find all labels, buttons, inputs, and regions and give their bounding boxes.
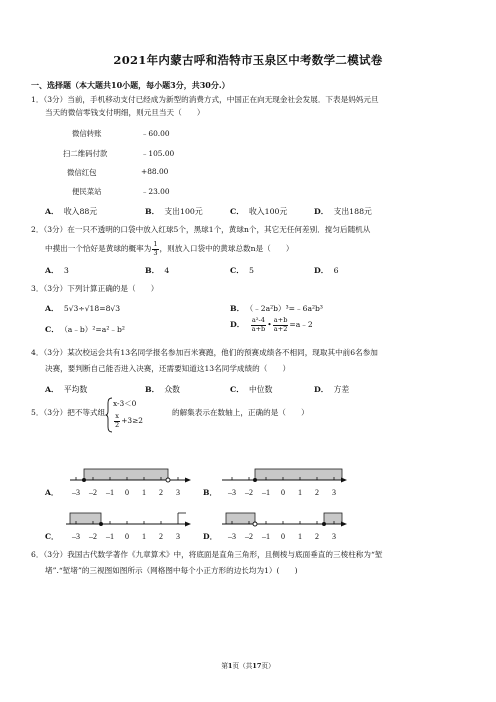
tick-label: 2 bbox=[315, 532, 319, 541]
q6-line2: 堵”.“堑堵”的三视图如图所示（网格图中每个小正方形的边长均为1）( ) bbox=[45, 566, 298, 575]
q6-line1: 6．（3分）我国古代数学著作《九章算术》中，将底面是直角三角形，且侧棱与底面垂直的三棱柱称为“堑 bbox=[31, 550, 383, 559]
option-text: 收入100元 bbox=[249, 207, 288, 216]
option-text: 中位数 bbox=[249, 385, 273, 394]
option-text: 5√3÷√18=8√3 bbox=[63, 304, 121, 313]
q1-row-label: 微信红包 bbox=[67, 168, 97, 177]
tick-label: –3 bbox=[72, 488, 80, 497]
option-letter: C． bbox=[230, 266, 245, 275]
number-line-a bbox=[66, 461, 192, 501]
q4-line2: 决赛，要判断自己能否进入决赛，还需要知道这13名同学成绩的（ ） bbox=[45, 364, 291, 373]
q1-row-value: ﹣105.00 bbox=[141, 149, 175, 158]
page-footer bbox=[0, 660, 496, 670]
q2-option-d[interactable] bbox=[314, 265, 339, 276]
q1-option-d[interactable] bbox=[314, 206, 372, 217]
frac-numerator: a+b bbox=[273, 316, 288, 324]
tick-label: 2 bbox=[315, 488, 319, 497]
frac-denominator: a+b bbox=[251, 324, 266, 333]
q5-prefix: 5．（3分）把不等式组 bbox=[31, 408, 106, 417]
tick-label: –3 bbox=[228, 488, 236, 497]
brace-icon bbox=[105, 397, 113, 433]
frac-numerator: 1 bbox=[153, 240, 158, 248]
tick-label: –2 bbox=[89, 488, 97, 497]
q3-d-fraction1 bbox=[251, 317, 267, 333]
q1-option-b[interactable] bbox=[145, 206, 203, 217]
q5-fraction bbox=[114, 413, 120, 429]
option-letter: D． bbox=[314, 385, 329, 394]
option-letter: D． bbox=[230, 320, 245, 329]
option-text: 6 bbox=[333, 266, 339, 275]
q2-option-a[interactable] bbox=[45, 265, 69, 276]
q4-option-b[interactable] bbox=[145, 384, 180, 395]
q3-option-d[interactable] bbox=[230, 317, 313, 333]
tick-label: 0 bbox=[281, 532, 285, 541]
q4-line1: 4．（3分）某次校运会共有13名同学报名参加百米赛跑，他们的预赛成绩各不相同，现取其中前6名参加 bbox=[31, 348, 378, 357]
q5-option-d-letter[interactable]: D． bbox=[203, 532, 218, 541]
q1-row-label: 便民菜站 bbox=[72, 187, 102, 196]
q1-line1: 1．（3分）当前，手机移动支付已经成为新型的消费方式，中国正在向无现金社会发展．下表是妈妈元旦 bbox=[31, 95, 379, 104]
q2-option-c[interactable] bbox=[230, 265, 254, 276]
tick-label: –2 bbox=[245, 488, 253, 497]
tick-label: –1 bbox=[262, 532, 270, 541]
number-line-d bbox=[222, 505, 348, 545]
footer-text: 页） bbox=[261, 662, 275, 670]
frac-denominator: a+2 bbox=[273, 324, 288, 333]
option-letter: D． bbox=[314, 266, 329, 275]
tick-label: 3 bbox=[176, 488, 180, 497]
tick-label: –2 bbox=[245, 532, 253, 541]
option-text: 支出100元 bbox=[164, 207, 203, 216]
tick-label: 0 bbox=[281, 488, 285, 497]
q2-line2 bbox=[45, 241, 294, 257]
frac-denominator: 3 bbox=[153, 248, 158, 257]
option-text: =a﹣2 bbox=[289, 320, 313, 329]
page-number: 1 bbox=[227, 662, 233, 670]
number-line-c bbox=[66, 505, 192, 545]
option-letter: B． bbox=[145, 266, 160, 275]
tick-label: –3 bbox=[72, 532, 80, 541]
option-text: 5 bbox=[249, 266, 254, 275]
tick-label: 1 bbox=[142, 488, 146, 497]
q3-option-c[interactable] bbox=[45, 324, 125, 335]
q1-row-value: +88.00 bbox=[141, 167, 169, 176]
option-text: 4 bbox=[164, 266, 170, 275]
tick-label: 1 bbox=[142, 532, 146, 541]
option-letter: C． bbox=[230, 207, 245, 216]
q1-row-value: ﹣23.00 bbox=[141, 187, 170, 196]
q1-row-label: 扫二维码付款 bbox=[63, 149, 108, 158]
section-heading: 一、选择题（本大题共10小题，每小题3分，共30分.） bbox=[31, 80, 230, 90]
option-letter: A． bbox=[45, 385, 59, 394]
option-letter: C． bbox=[230, 385, 245, 394]
option-text: 众数 bbox=[164, 385, 180, 394]
q5-option-c-letter[interactable]: C． bbox=[45, 532, 59, 541]
q5-option-a-letter[interactable]: A． bbox=[45, 488, 59, 497]
q2-line1: 2．（3分）在一只不透明的口袋中放入红球5个，黑球1个，黄球n个，其它无任何差别．搅匀后随机从 bbox=[31, 225, 371, 234]
page-total: 17 bbox=[252, 662, 262, 670]
option-letter: C． bbox=[45, 325, 60, 334]
number-line-b bbox=[222, 461, 348, 501]
q5-option-b-letter[interactable]: B． bbox=[203, 488, 218, 497]
tick-label: 3 bbox=[176, 532, 180, 541]
q1-option-a[interactable] bbox=[45, 206, 97, 217]
option-text: 支出188元 bbox=[333, 207, 372, 216]
q2-text: ，则放入口袋中的黄球总数n是（ ） bbox=[159, 244, 294, 253]
multiply-dot: • bbox=[267, 320, 272, 329]
q2-fraction bbox=[152, 241, 158, 257]
tick-label: 2 bbox=[159, 532, 163, 541]
q3-line1: 3．（3分）下列计算正确的是（ ） bbox=[31, 284, 159, 293]
option-letter: A． bbox=[45, 207, 59, 216]
q5-inequality-1: x-3＜0 bbox=[113, 399, 137, 408]
option-letter: D． bbox=[314, 207, 329, 216]
q5-inequality-2 bbox=[113, 413, 143, 429]
option-text: 收入88元 bbox=[63, 207, 98, 216]
q4-option-c[interactable] bbox=[230, 384, 272, 395]
q2-option-b[interactable] bbox=[145, 265, 169, 276]
q5-suffix: 的解集表示在数轴上，正确的是（ ） bbox=[172, 408, 309, 417]
tick-label: 1 bbox=[298, 532, 302, 541]
option-letter: B． bbox=[230, 304, 245, 313]
tick-label: –1 bbox=[106, 488, 114, 497]
tick-label: 3 bbox=[332, 532, 336, 541]
option-text: 3 bbox=[63, 266, 69, 275]
footer-text: 页（共 bbox=[232, 662, 253, 670]
tick-label: –3 bbox=[228, 532, 236, 541]
tick-label: –2 bbox=[89, 532, 97, 541]
tick-label: 1 bbox=[298, 488, 302, 497]
q1-line2: 当天的微信零钱支付明细，则元旦当天（ ） bbox=[45, 108, 205, 117]
option-text: 平均数 bbox=[63, 385, 88, 394]
option-letter: A． bbox=[45, 266, 59, 275]
q1-row-label: 微信转账 bbox=[72, 129, 102, 138]
q3-option-b[interactable] bbox=[230, 303, 323, 314]
tick-label: 0 bbox=[125, 488, 129, 497]
option-letter: B． bbox=[145, 207, 160, 216]
option-text: （﹣2a²b）³=﹣6a²b³ bbox=[249, 304, 323, 313]
tick-label: 0 bbox=[125, 532, 129, 541]
option-text: （a﹣b）²=a²﹣b² bbox=[64, 325, 125, 334]
option-letter: A． bbox=[45, 304, 59, 313]
tick-label: –1 bbox=[262, 488, 270, 497]
q4-option-d[interactable] bbox=[314, 384, 349, 395]
option-text: 方差 bbox=[333, 385, 350, 394]
option-letter: B． bbox=[145, 385, 160, 394]
tick-label: –1 bbox=[106, 532, 114, 541]
tick-label: 2 bbox=[159, 488, 163, 497]
inequality-tail: +3≥2 bbox=[121, 416, 143, 425]
page-title: 2021年内蒙古呼和浩特市玉泉区中考数学二模试卷 bbox=[113, 53, 383, 67]
q3-option-a[interactable] bbox=[45, 303, 120, 314]
q2-text: 中摸出一个恰好是黄球的概率为 bbox=[45, 244, 152, 253]
frac-denominator: 2 bbox=[115, 420, 120, 429]
footer-text: 第 bbox=[221, 662, 228, 670]
q3-d-fraction2 bbox=[273, 317, 289, 333]
q1-option-c[interactable] bbox=[230, 206, 287, 217]
frac-numerator: a²-4 bbox=[251, 316, 265, 324]
tick-label: 3 bbox=[332, 488, 336, 497]
q1-row-value: ﹣60.00 bbox=[141, 129, 170, 138]
q4-option-a[interactable] bbox=[45, 384, 87, 395]
frac-numerator: x bbox=[115, 412, 119, 420]
